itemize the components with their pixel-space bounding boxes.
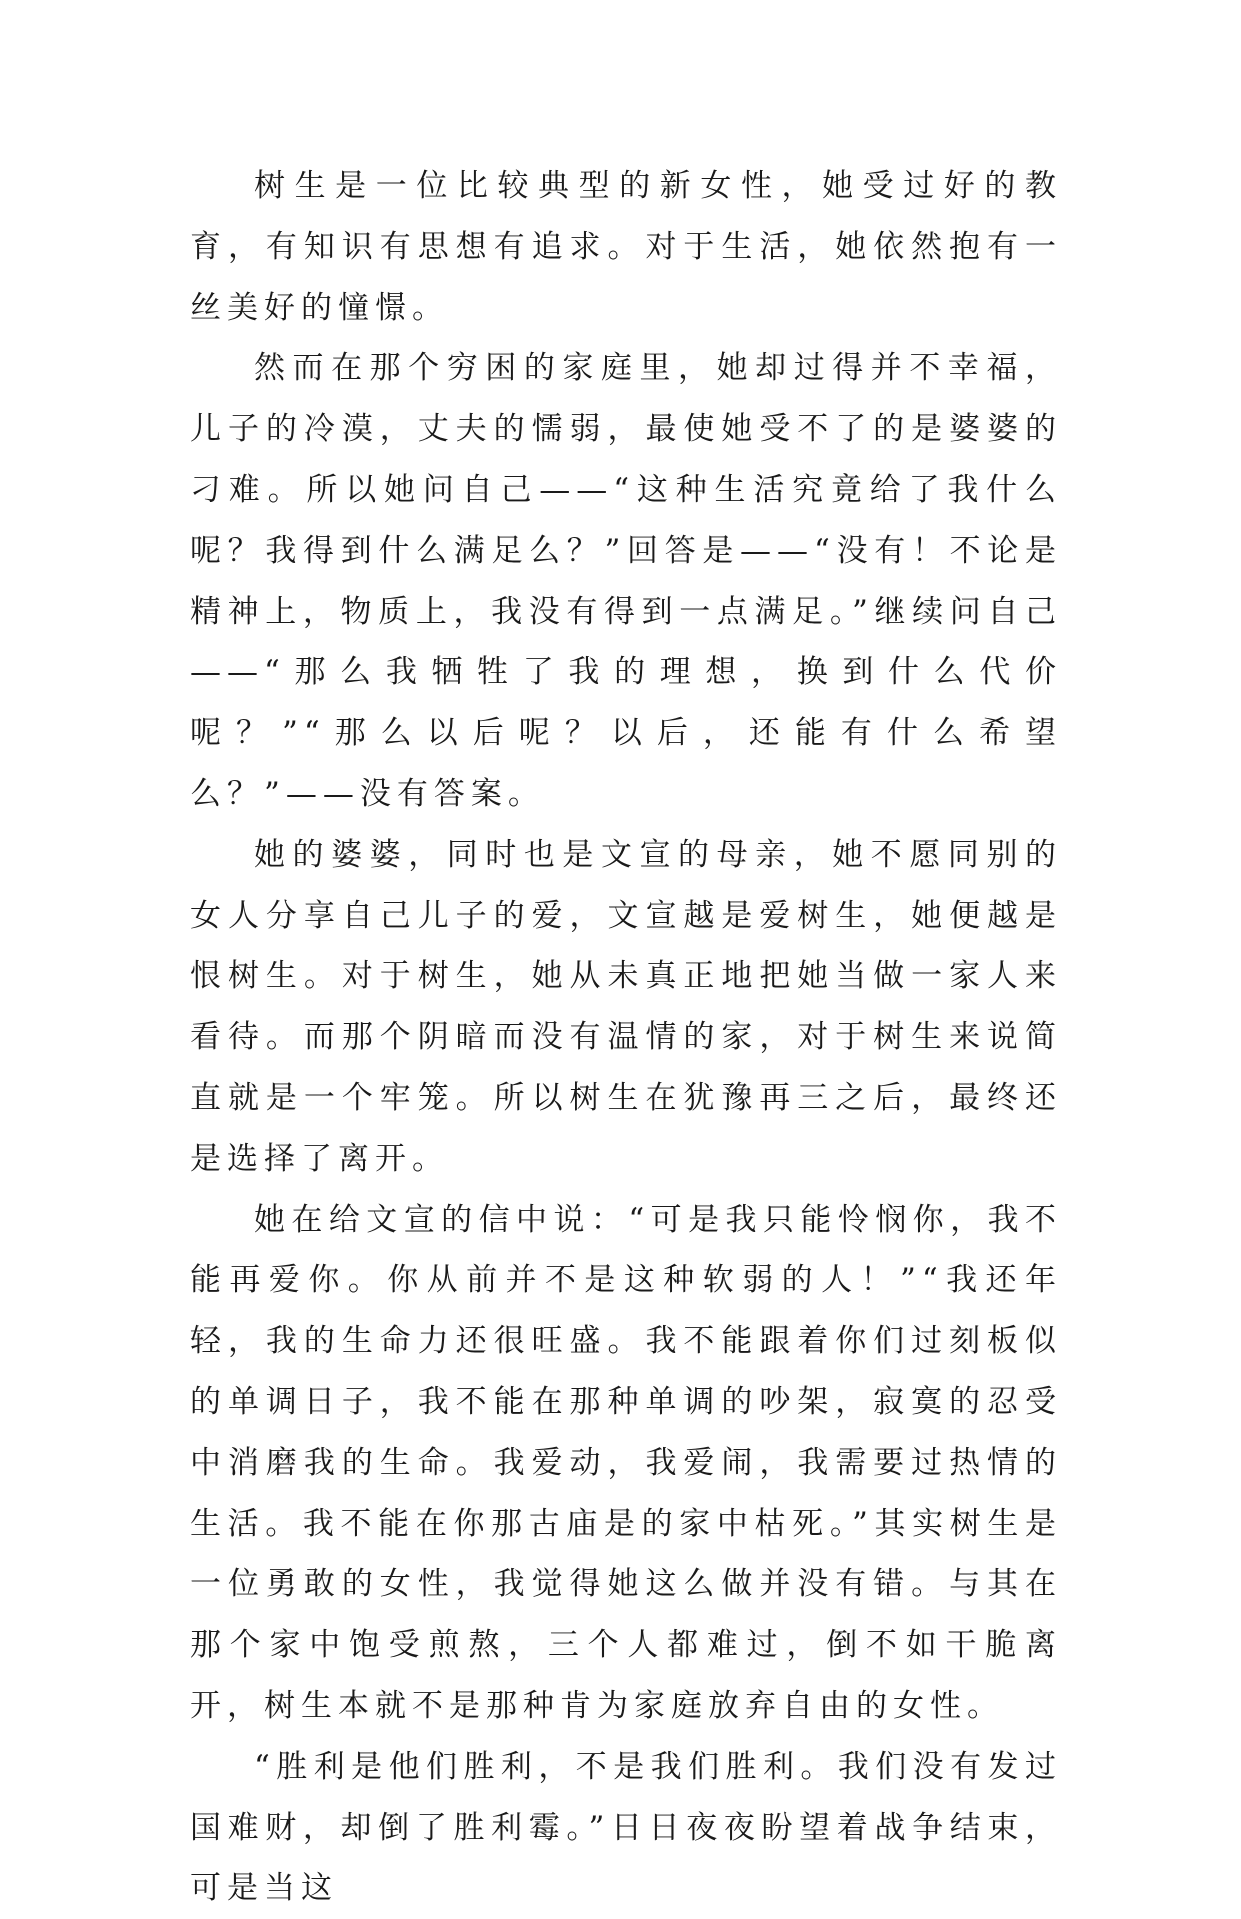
paragraph-2: 然而在那个穷困的家庭里，她却过得并不幸福，儿子的冷漠，丈夫的懦弱，最使她受不了的是婆婆的刁难。所以她问自己——“这种生活究竟给了我什么呢？我得到什么满足么？”回答是——“没有！不论是精神上，物质上，我没有得到一点满足。”继续问自己——“那么我牺牲了我的理想，换到什么代价呢？”“那么以后呢？以后，还能有什么希望么？”——没有答案。 [190, 350, 1062, 812]
paragraph-4: 她在给文宣的信中说：“可是我只能怜悯你，我不能再爱你。你从前并不是这种软弱的人！”“我还年轻，我的生命力还很旺盛。我不能跟着你们过刻板似的单调日子，我不能在那种单调的吵架，寂寞的忍受中消磨我的生命。我爱动，我爱闹，我需要过热情的生活。我不能在你那古庙是的家中枯死。”其实树生是一位勇敢的女性，我觉得她这么做并没有错。与其在那个家中饱受煎熬，三个人都难过，倒不如干脆离开，树生本就不是那种肯为家庭放弃自由的女性。 [190, 1201, 1062, 1724]
paragraph-5: “胜利是他们胜利，不是我们胜利。我们没有发过国难财，却倒了胜利霉。”日日夜夜盼望着战争结束，可是当这 [190, 1748, 1062, 1907]
paragraph-3: 她的婆婆，同时也是文宣的母亲，她不愿同别的女人分享自己儿子的爱，文宣越是爱树生，她便越是恨树生。对于树生，她从未真正地把她当做一家人来看待。而那个阴暗而没有温情的家，对于树生来说简直就是一个牢笼。所以树生在犹豫再三之后，最终还是选择了离开。 [190, 836, 1062, 1177]
paragraph-1: 树生是一位比较典型的新女性，她受过好的教育，有知识有思想有追求。对于生活，她依然抱有一丝美好的憧憬。 [190, 168, 1062, 326]
body-text [190, 156, 1062, 1919]
